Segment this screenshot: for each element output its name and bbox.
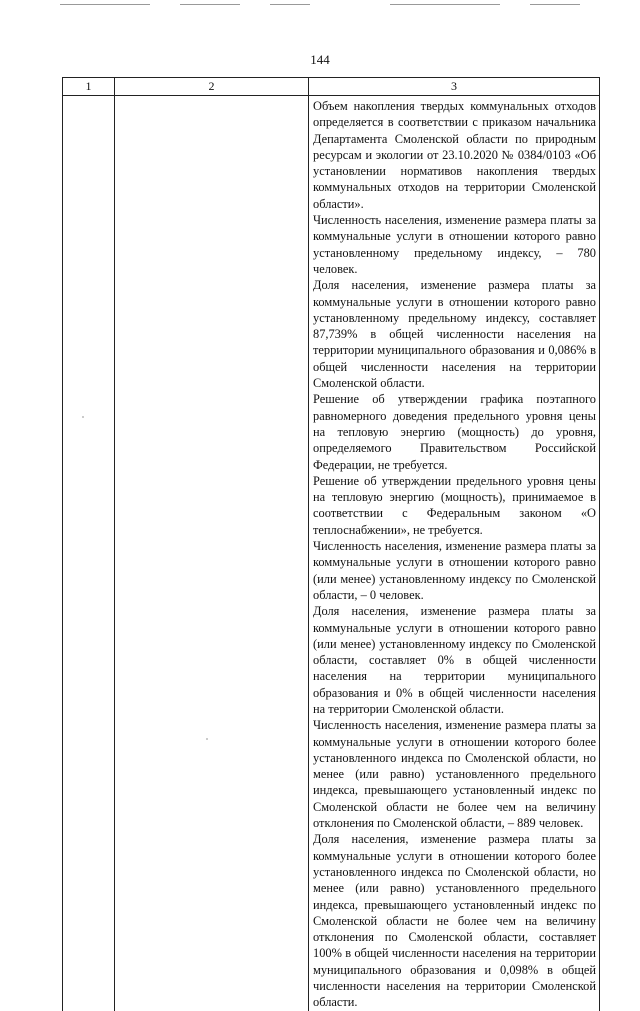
paragraph: Численность населения, изменение размера платы за коммунальные услуги в отношении которого равно (или менее) установленному индексу по Смоленской области, – 0 человек. [313, 539, 596, 602]
paragraph: Численность населения, изменение размера платы за коммунальные услуги в отношении которого равно установленному предельному индексу, – 780 человек. [313, 213, 596, 276]
paragraph: Доля населения, изменение размера платы за коммунальные услуги в отношении которого равно установленному предельному индексу, составляет 87,739% в общей численности населения на территории муниципального образования и 0,086% в общей численности населения на территории Смоленской области. [313, 278, 596, 391]
table-header-row [63, 78, 600, 96]
header-col-3: 3 [309, 78, 600, 96]
document-table [62, 77, 600, 1011]
paragraph: Решение об утверждении предельного уровня цены на тепловую энергию (мощность), принимаемое в соответствии с Федеральным законом «О теплоснабжении», не требуется. [313, 473, 596, 537]
header-col-2: 2 [115, 78, 309, 96]
scan-top-marks [60, 4, 580, 6]
header-col-1: 1 [63, 78, 115, 96]
paragraph: Доля населения, изменение размера платы за коммунальные услуги в отношении которого более установленного индекса по Смоленской области, но менее (или равно) установленного предельного индекса, превышающего установленный индекс по Смоленской области не более чем на величину отклонения по Смоленской области, составляет 100% в общей численности населения на территории муниципального образования и 0,098% в общей численности населения на территории Смоленской области. [313, 832, 596, 1010]
page-number: 144 [310, 52, 330, 67]
paragraph: Объем накопления твердых коммунальных отходов определяется в соответствии с приказом начальника Департамента Смоленской области по природным ресурсам и экологии от 23.10.2020 № 0384/0103 «Об установлении нормативов накопления твердых коммунальных отходов на территории Смоленской области». [313, 99, 596, 211]
table-row [63, 96, 600, 1011]
cell-col-3-text [309, 96, 599, 1011]
cell-col-1 [63, 96, 115, 1011]
scan-speck [82, 416, 84, 418]
paragraph: Доля населения, изменение размера платы за коммунальные услуги в отношении которого равно (или менее) установленному индексу по Смоленской области, составляет 0% в общей численности населения на территории муниципального образования и 0% в общей численности населения на территории Смоленской области. [313, 604, 596, 716]
scan-speck [206, 738, 208, 740]
paragraph: Численность населения, изменение размера платы за коммунальные услуги в отношении которого более установленного индекса по Смоленской области, но менее (или равно) установленного предельного индекса, превышающего установленный индекс по Смоленской области не более чем на величину отклонения по Смоленской области, – 889 человек. [313, 718, 596, 831]
paragraph: Решение об утверждении графика поэтапного равномерного доведения предельного уровня цены на тепловую энергию (мощность) до уровня, определяемого Правительством Российской Федерации, не требуется. [313, 392, 596, 472]
cell-col-2 [115, 96, 309, 1011]
cell-col-3 [309, 96, 600, 1011]
